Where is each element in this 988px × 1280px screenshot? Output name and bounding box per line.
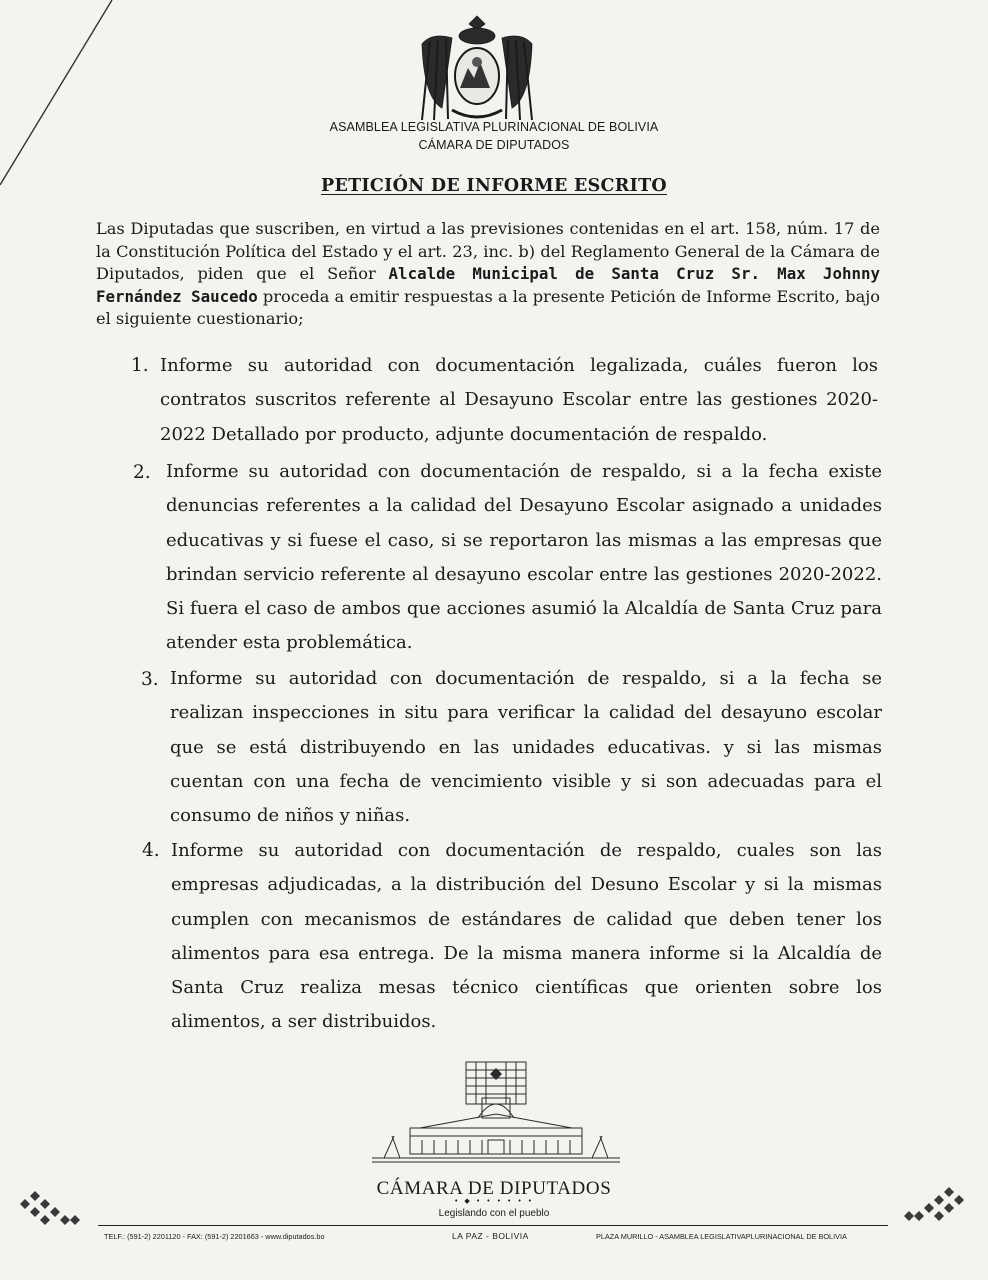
question-1-number: 1. (131, 355, 149, 376)
legislative-palace-icon (370, 1058, 622, 1166)
header-chamber: CÁMARA DE DIPUTADOS (418, 138, 570, 152)
question-4-text: Informe su autoridad con documentación de respaldo, cuales son las empresas adjudicadas, a la distribución del Desuno Escolar y si la mismas cumplen con mecanismos de estándares de calidad que deben tener los alimentos para esa entrega. De la misma manera informe si la Alcaldía de Santa Cruz realiza mesas técnico científicas que orienten sobre los alimentos, a ser distribuidos. (171, 840, 882, 1033)
question-2-text: Informe su autoridad con documentación de respaldo, si a la fecha existe denuncias referentes a la calidad del Desayuno Escolar asignado a unidades educativas y si fuese el caso, si se reportaron las mismas a las empresas que brindan servicio referente al desayuno escolar entre las gestiones 2020-2022. Si fuera el caso de ambos que acciones asumió la Alcaldía de Santa Cruz para atender esta problemática. (166, 461, 882, 654)
question-2-number: 2. (133, 462, 151, 483)
question-4-number: 4. (142, 840, 160, 861)
question-3-text: Informe su autoridad con documentación de respaldo, si a la fecha se realizan inspecciones in situ para verificar la calidad del desayuno escolar que se está distribuyendo en las unidades educativas. y si las mismas cuentan con una fecha de vencimiento visible y si son adecuadas para el consumo de niños y niñas. (170, 668, 882, 827)
coat-of-arms-icon (412, 14, 542, 126)
footer-chamber-name: CÁMARA DE DIPUTADOS (376, 1178, 612, 1199)
page-fold-line (0, 0, 120, 200)
document-title (0, 176, 988, 196)
question-3-number: 3. (141, 669, 159, 690)
footer-city: LA PAZ - BOLIVIA (452, 1231, 529, 1241)
intro-addressee: Alcalde Municipal de Santa Cruz Sr. Max Johnny Fernández Saucedo (96, 264, 880, 306)
footer-motto: Legislando con el pueblo (438, 1208, 550, 1219)
question-1-text: Informe su autoridad con documentación legalizada, cuáles fueron los contratos suscritos referente al Desayuno Escolar entre las gestiones 2020- 2022 Detallado por producto, adjunte documentación de respaldo. (160, 355, 878, 445)
header-institution: ASAMBLEA LEGISLATIVA PLURINACIONAL DE BOLIVIA (329, 120, 659, 134)
diamond-pattern-icon (14, 1190, 84, 1228)
diamond-pattern-icon (900, 1186, 970, 1224)
footer-contact: TELF.: (591-2) 2201120 - FAX: (591-2) 2201663 - www.diputados.bo (104, 1232, 325, 1241)
intro-paragraph (96, 218, 880, 331)
footer-logo-dots: • ◆ • • • • • • (454, 1197, 534, 1205)
footer-divider (98, 1225, 888, 1226)
footer-address: PLAZA MURILLO - ASAMBLEA LEGISLATIVAPLURINACIONAL DE BOLIVIA (596, 1232, 847, 1241)
intro-text-start: Las Diputadas que suscriben, en virtud a las previsiones contenidas en el art. 158, núm. 17 de la Constitución Política del Estado y el art. 23, inc. b) del Reglamento General de la Cámara de Diputados, piden que el Señor (96, 219, 880, 283)
intro-text-end: proceda a emitir respuestas a la presente Petición de Informe Escrito, bajo el siguiente cuestionario; (96, 286, 880, 328)
document-title-text: PETICIÓN DE INFORME ESCRITO (321, 176, 667, 196)
